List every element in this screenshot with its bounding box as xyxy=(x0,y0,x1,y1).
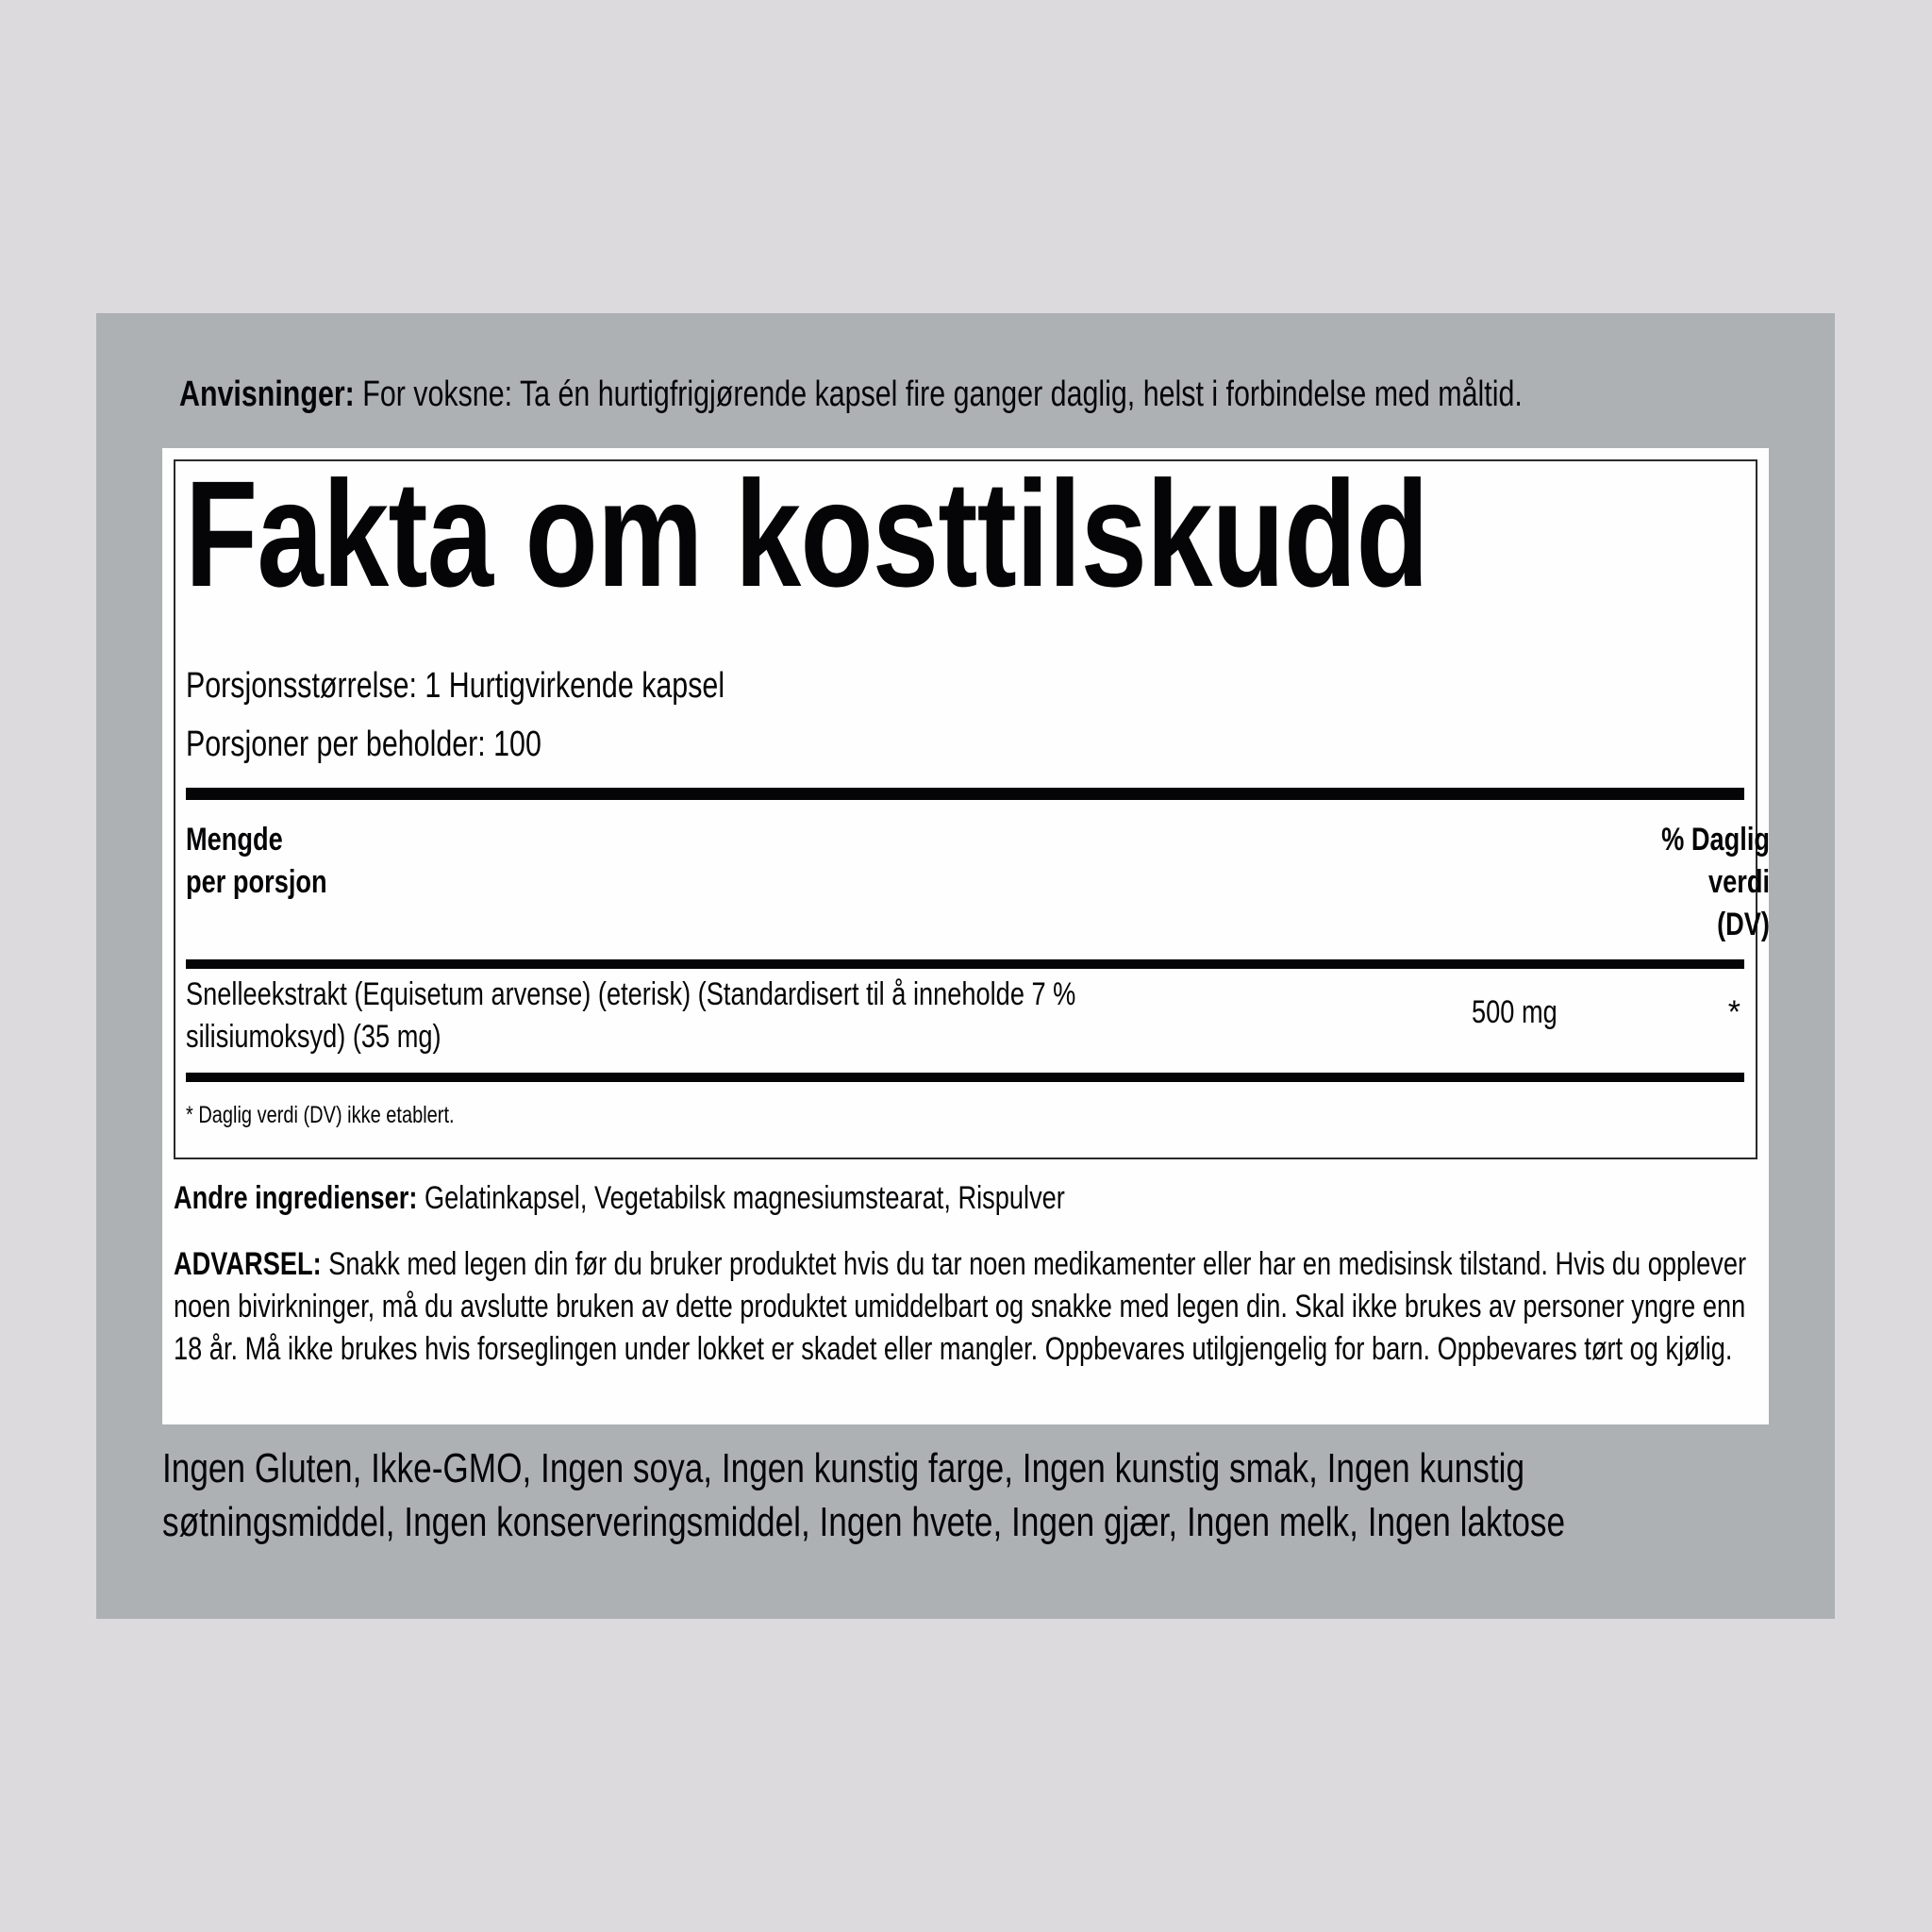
dv-header-line2: verdi xyxy=(1707,864,1770,900)
warning-label: ADVARSEL: xyxy=(174,1246,322,1282)
daily-value-footnote: * Daglig verdi (DV) ikke etablert. xyxy=(186,1102,455,1128)
thick-divider xyxy=(186,788,1744,800)
other-ingredients-list: Gelatinkapsel, Vegetabilsk magnesiumstearat, Rispulver xyxy=(417,1180,1065,1216)
ingredient-daily-value: * xyxy=(1727,994,1740,1030)
amount-header-line1: Mengde xyxy=(186,822,283,858)
divider xyxy=(186,1073,1744,1082)
serving-size: Porsjonsstørrelse: 1 Hurtigvirkende kapsel xyxy=(186,666,725,706)
amount-header-line2: per porsjon xyxy=(186,864,327,900)
ingredient-name: Snelleekstrakt (Equisetum arvense) (eterisk) (Standardisert til å inneholde 7 % silisiumoksyd) (35 mg) xyxy=(186,976,1076,1055)
amount-per-serving-header xyxy=(186,819,563,904)
ingredient-amount: 500 mg xyxy=(1472,994,1557,1030)
free-from-claims: Ingen Gluten, Ikke-GMO, Ingen soya, Ingen kunstig farge, Ingen kunstig smak, Ingen kunstig søtningsmiddel, Ingen konserveringsmiddel, Ingen hvete, Ingen gjær, Ingen melk, Ingen laktose xyxy=(162,1445,1566,1545)
warning-text xyxy=(174,1243,1755,1371)
daily-value-header xyxy=(1581,819,1770,946)
other-ingredients xyxy=(174,1180,1758,1217)
directions-body: For voksne: Ta én hurtigfrigjørende kapsel fire ganger daglig, helst i forbindelse med måltid. xyxy=(354,375,1523,414)
warning-body: Snakk med legen din før du bruker produktet hvis du tar noen medikamenter eller har en medisinsk tilstand. Hvis du opplever noen bivirkninger, må du avslutte bruken av dette produktet umiddelbart og snakke med legen din. Skal ikke brukes av personer yngre enn 18 år. Må ikke brukes hvis forseglingen under lokket er skadet eller mangler. Oppbevares utilgjengelig for barn. Oppbevares tørt og kjølig. xyxy=(174,1246,1747,1367)
other-ingredients-label: Andre ingredienser: xyxy=(174,1180,418,1216)
supplement-facts-title: Fakta om kosttilskudd xyxy=(185,449,1428,618)
divider xyxy=(186,959,1744,969)
directions-label: Anvisninger: xyxy=(179,375,355,414)
dv-header-line1: % Daglig xyxy=(1661,822,1770,858)
dv-header-line3: (DV) xyxy=(1717,907,1770,942)
directions-text xyxy=(179,375,1734,415)
servings-per-container: Porsjoner per beholder: 100 xyxy=(186,724,541,764)
